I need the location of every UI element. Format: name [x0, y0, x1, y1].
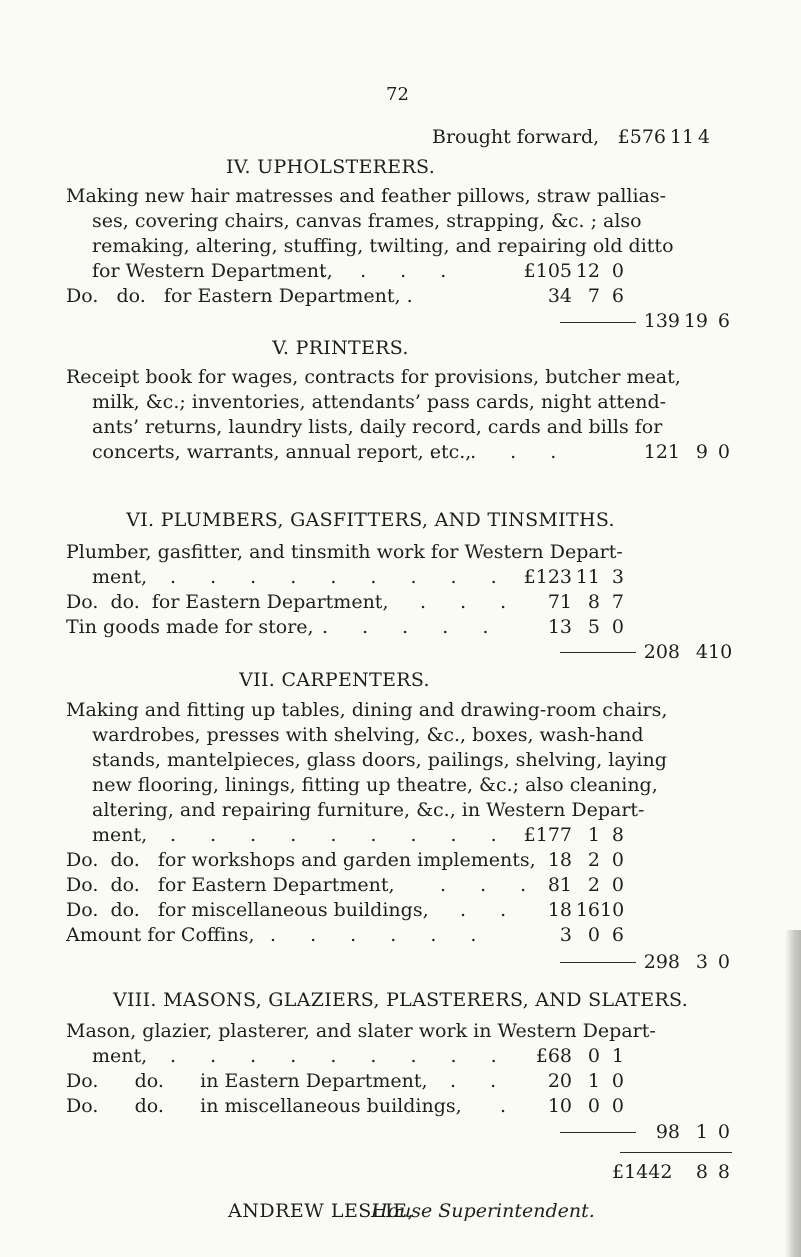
text-line: ment,	[92, 824, 148, 846]
item-shillings: 0	[587, 924, 600, 946]
item-shillings: 8	[587, 591, 600, 613]
item-shillings: 12	[575, 260, 600, 282]
section-total-pounds: 208	[643, 641, 680, 663]
section-total-shillings: 9	[695, 441, 708, 463]
item-text: Do. do. for Eastern Department, .	[66, 285, 413, 307]
leader-dots: . . . . .	[322, 616, 503, 638]
page-edge-shadow	[785, 930, 801, 1257]
signature-name: ANDREW LESLIE,	[228, 1200, 414, 1222]
item-text: Do. do. for Eastern Department,	[66, 874, 395, 896]
sum-rule	[560, 322, 636, 323]
item-pence: 0	[611, 260, 624, 282]
item-pounds: 18	[547, 899, 572, 921]
item-shillings: 2	[587, 849, 600, 871]
section-total-shillings: 4	[695, 641, 708, 663]
item-text: Amount for Coffins,	[66, 924, 255, 946]
item-pence: 1	[611, 1045, 624, 1067]
item-text: Do. do. for workshops and garden implements,	[66, 849, 536, 871]
item-text: Do. do. in Eastern Department,	[66, 1070, 428, 1092]
text-line: ment,	[92, 1045, 148, 1067]
item-shillings: 7	[587, 285, 600, 307]
section-total-pounds: 98	[655, 1121, 680, 1143]
text-line: concerts, warrants, annual report, etc.,	[92, 441, 472, 463]
section-heading-masons: VIII. MASONS, GLAZIERS, PLASTERERS, AND SLATERS.	[112, 989, 689, 1011]
item-text: Do. do. for miscellaneous buildings,	[66, 899, 429, 921]
item-pounds: 18	[547, 849, 572, 871]
item-pence: 0	[611, 616, 624, 638]
item-pounds: 10	[547, 1095, 572, 1117]
brought-forward-label: Brought forward,	[432, 126, 600, 148]
item-text: Tin goods made for store,	[66, 616, 314, 638]
grand-total-rule	[620, 1152, 732, 1153]
item-pounds: £177	[523, 824, 572, 846]
section-heading-plumbers: VI. PLUMBERS, GASFITTERS, AND TINSMITHS.	[126, 509, 615, 531]
item-pence: 0	[611, 874, 624, 896]
grand-total-pounds: £1442	[612, 1161, 673, 1183]
section-heading-upholsterers: IV. UPHOLSTERERS.	[225, 156, 436, 178]
item-pence: 0	[611, 1070, 624, 1092]
leader-dots: . . . .	[430, 441, 571, 463]
item-shillings: 0	[587, 1045, 600, 1067]
section-total-pence: 6	[717, 310, 730, 332]
item-pounds: 13	[547, 616, 572, 638]
text-line: ment,	[92, 566, 148, 588]
leader-dots: . . . . . .	[270, 924, 491, 946]
section-total-shillings: 19	[683, 310, 708, 332]
sum-rule	[560, 962, 636, 963]
text-line: remaking, altering, stuffing, twilting, and repairing old ditto	[92, 235, 674, 257]
item-pounds: 20	[547, 1070, 572, 1092]
section-total-pence: 0	[717, 951, 730, 973]
text-line: Making new hair matresses and feather pillows, straw pallias-	[66, 185, 667, 207]
item-pence: 0	[611, 849, 624, 871]
section-total-pounds: 139	[643, 310, 680, 332]
item-pounds: £105	[523, 260, 572, 282]
item-pounds: 71	[547, 591, 572, 613]
leader-dots: . .	[450, 1070, 511, 1092]
signature-title: House Superintendent.	[371, 1200, 595, 1222]
item-pounds: £123	[523, 566, 572, 588]
text-line: ses, covering chairs, canvas frames, strapping, &c. ; also	[92, 210, 642, 232]
item-shillings: 1	[587, 1070, 600, 1092]
text-line: wardrobes, presses with shelving, &c., boxes, wash-hand	[92, 724, 644, 746]
item-pence: 0	[611, 1095, 624, 1117]
grand-total-pence: 8	[717, 1161, 730, 1183]
item-pence: 3	[611, 566, 624, 588]
text-line: milk, &c.; inventories, attendants’ pass cards, night attend-	[92, 391, 667, 413]
leader-dots: .	[500, 1095, 507, 1117]
text-line: Mason, glazier, plasterer, and slater work in Western Depart-	[66, 1020, 656, 1042]
sum-rule	[560, 652, 636, 653]
brought-forward-pence: 4	[697, 126, 710, 148]
item-pounds: £68	[535, 1045, 572, 1067]
text-line: stands, mantelpieces, glass doors, pailings, shelving, laying	[92, 749, 667, 771]
leader-dots: . . . . . . . . .	[170, 566, 511, 588]
text-line: new flooring, linings, fitting up theatre, &c.; also cleaning,	[92, 774, 658, 796]
item-shillings: 16	[575, 899, 600, 921]
item-pounds: 34	[547, 285, 572, 307]
text-line: Making and fitting up tables, dining and drawing-room chairs,	[66, 699, 668, 721]
item-pence: 8	[611, 824, 624, 846]
leader-dots: . . .	[420, 591, 521, 613]
leader-dots: . . . . . . . . .	[170, 824, 511, 846]
leader-dots: . . .	[440, 874, 541, 896]
item-pence: 6	[611, 285, 624, 307]
section-total-shillings: 3	[695, 951, 708, 973]
item-text: Do. do. in miscellaneous buildings,	[66, 1095, 462, 1117]
section-total-pence: 0	[717, 1121, 730, 1143]
leader-dots: . . . .	[320, 260, 461, 282]
item-pence: 10	[600, 899, 625, 921]
section-total-shillings: 1	[695, 1121, 708, 1143]
item-shillings: 11	[575, 566, 600, 588]
brought-forward-shillings: 11	[669, 126, 694, 148]
item-shillings: 0	[587, 1095, 600, 1117]
item-pence: 6	[611, 924, 624, 946]
sum-rule	[560, 1132, 636, 1133]
section-total-pounds: 121	[643, 441, 680, 463]
page-number: 72	[386, 84, 409, 105]
text-line: Receipt book for wages, contracts for provisions, butcher meat,	[66, 366, 681, 388]
text-line: for Western Department,	[92, 260, 333, 282]
section-total-pence: 0	[717, 441, 730, 463]
item-shillings: 2	[587, 874, 600, 896]
text-line: Plumber, gasfitter, and tinsmith work for Western Depart-	[66, 541, 623, 563]
brought-forward-pounds: £576	[617, 126, 666, 148]
text-line: altering, and repairing furniture, &c., in Western Depart-	[92, 799, 645, 821]
text-line: ants’ returns, laundry lists, daily record, cards and bills for	[92, 416, 663, 438]
leader-dots: . .	[460, 899, 521, 921]
section-total-pounds: 298	[643, 951, 680, 973]
section-total-pence: 10	[708, 641, 733, 663]
item-pence: 7	[611, 591, 624, 613]
item-pounds: 3	[559, 924, 572, 946]
section-heading-carpenters: VII. CARPENTERS.	[239, 669, 430, 691]
item-pounds: 81	[547, 874, 572, 896]
leader-dots: . . . . . . . . .	[170, 1045, 511, 1067]
section-heading-printers: V. PRINTERS.	[272, 337, 409, 359]
item-shillings: 5	[587, 616, 600, 638]
grand-total-shillings: 8	[695, 1161, 708, 1183]
item-shillings: 1	[587, 824, 600, 846]
item-text: Do. do. for Eastern Department,	[66, 591, 389, 613]
